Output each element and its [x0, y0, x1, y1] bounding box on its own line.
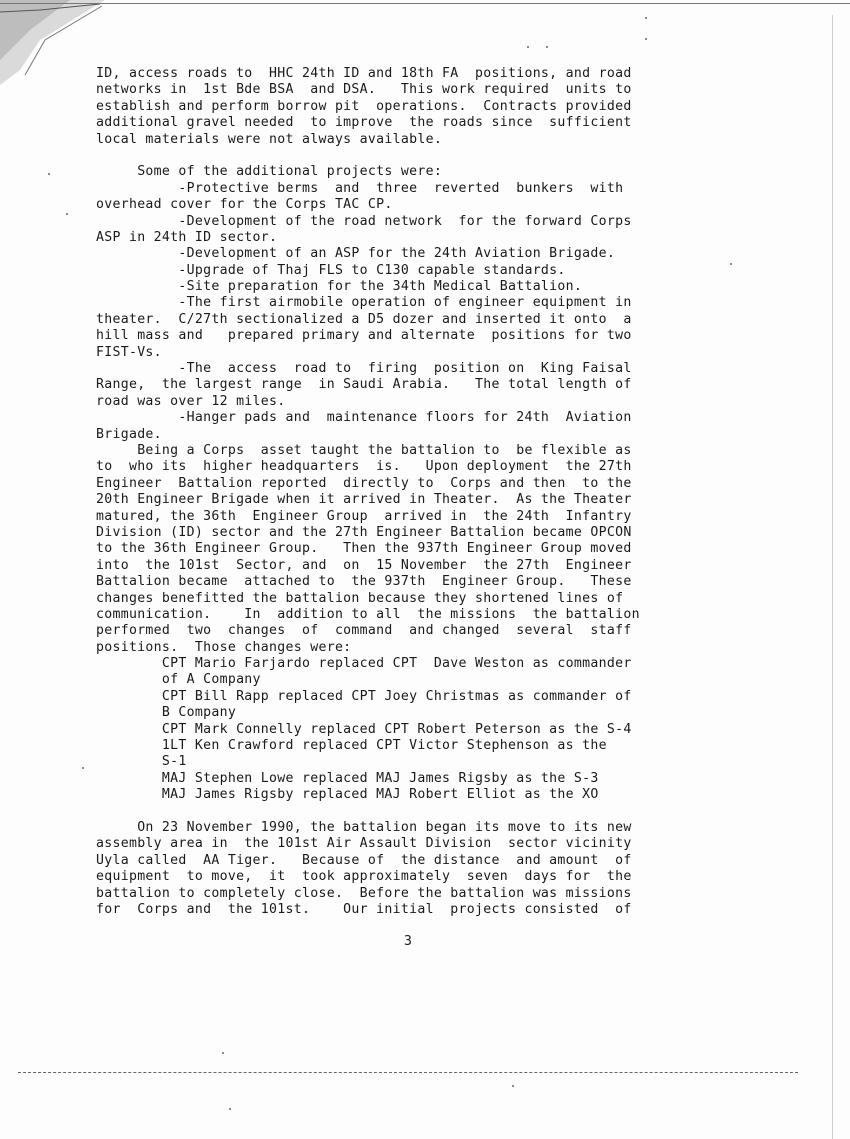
text-line: equipment to move, it took approximately seven days for the [96, 869, 632, 885]
text-line: to who its higher headquarters is. Upon deployment the 27th [96, 459, 632, 475]
text-line: -Hanger pads and maintenance floors for 24th Aviation [96, 410, 632, 426]
top-edge-line [0, 3, 850, 4]
text-line: local materials were not always available. [96, 131, 443, 147]
text-line: CPT Mark Connelly replaced CPT Robert Peterson as the S-4 [96, 721, 632, 737]
text-line: Brigade. [96, 426, 162, 442]
scan-speck [229, 1108, 231, 1110]
text-line: ID, access roads to HHC 24th ID and 18th FA positions, and road [96, 66, 632, 81]
text-line [96, 148, 746, 164]
scan-speck [645, 38, 647, 40]
text-line: -The access road to firing position on King Faisal [96, 361, 632, 377]
scan-speck [82, 767, 84, 769]
scan-speck [546, 46, 548, 48]
right-edge-line [832, 15, 833, 1139]
scan-speck [66, 213, 68, 215]
text-line: communication. In addition to all the missions the battalion [96, 606, 640, 622]
text-line: ASP in 24th ID sector. [96, 229, 278, 245]
text-line: MAJ Stephen Lowe replaced MAJ James Rigsby as the S-3 [96, 770, 599, 786]
page-number: 3 [404, 934, 412, 949]
text-line: -Upgrade of Thaj FLS to C130 capable standards. [96, 262, 566, 278]
text-line: Being a Corps asset taught the battalion to be flexible as [96, 442, 632, 458]
text-line: for Corps and the 101st. Our initial projects consisted of [96, 901, 632, 917]
scan-speck [512, 1085, 514, 1087]
text-line: Some of the additional projects were: [96, 164, 443, 180]
text-line: to the 36th Engineer Group. Then the 937th Engineer Group moved [96, 541, 632, 557]
text-line: positions. Those changes were: [96, 639, 352, 655]
text-line: matured, the 36th Engineer Group arrived in the 24th Infantry [96, 508, 632, 524]
text-line: hill mass and prepared primary and alternate positions for two [96, 328, 632, 344]
text-line: On 23 November 1990, the battalion began its move to its new [96, 819, 632, 835]
text-line: B Company [96, 705, 237, 721]
text-line: into the 101st Sector, and on 15 November the 27th Engineer [96, 557, 632, 573]
page-corner-shadow [0, 0, 110, 85]
text-line: changes benefitted the battalion because they shortened lines of [96, 590, 624, 606]
body-text [96, 66, 746, 918]
text-line [96, 804, 746, 820]
text-line: -The first airmobile operation of engineer equipment in [96, 295, 632, 311]
text-line: Division (ID) sector and the 27th Engineer Battalion became OPCON [96, 524, 632, 540]
text-line: -Development of an ASP for the 24th Aviation Brigade. [96, 246, 616, 262]
scan-speck [730, 263, 732, 265]
text-line: 1LT Ken Crawford replaced CPT Victor Stephenson as the [96, 738, 607, 754]
text-line: Engineer Battalion reported directly to Corps and then to the [96, 475, 632, 491]
text-line: Range, the largest range in Saudi Arabia. The total length of [96, 377, 632, 393]
scan-speck [527, 46, 529, 48]
text-line: theater. C/27th sectionalized a D5 dozer and inserted it onto a [96, 311, 632, 327]
text-line: CPT Mario Farjardo replaced CPT Dave Weston as commander [96, 656, 632, 672]
text-line: establish and perform borrow pit operations. Contracts provided [96, 98, 632, 114]
text-line: -Site preparation for the 34th Medical Battalion. [96, 279, 583, 295]
text-line: assembly area in the 101st Air Assault Division sector vicinity [96, 836, 632, 852]
bottom-edge-line [18, 1072, 798, 1073]
text-line: MAJ James Rigsby replaced MAJ Robert Elliot as the XO [96, 787, 599, 803]
text-line: -Protective berms and three reverted bunkers with [96, 180, 624, 196]
scan-speck [222, 1052, 224, 1054]
scan-speck [48, 173, 50, 175]
text-line: road was over 12 miles. [96, 393, 286, 409]
text-line: S-1 [96, 754, 187, 770]
text-line: overhead cover for the Corps TAC CP. [96, 197, 393, 213]
text-line: FIST-Vs. [96, 344, 162, 360]
text-line: 20th Engineer Brigade when it arrived in Theater. As the Theater [96, 492, 632, 508]
text-line: battalion to completely close. Before the battalion was missions [96, 885, 632, 901]
text-line: additional gravel needed to improve the roads since sufficient [96, 115, 632, 131]
text-line: -Development of the road network for the forward Corps [96, 213, 632, 229]
text-line: networks in 1st Bde BSA and DSA. This work required units to [96, 82, 632, 98]
text-line: of A Company [96, 672, 261, 688]
text-line: performed two changes of command and changed several staff [96, 623, 632, 639]
text-line: CPT Bill Rapp replaced CPT Joey Christmas as commander of [96, 688, 632, 704]
text-line: Uyla called AA Tiger. Because of the distance and amount of [96, 852, 632, 868]
text-line: Battalion became attached to the 937th Engineer Group. These [96, 574, 632, 590]
scan-speck [645, 17, 647, 19]
